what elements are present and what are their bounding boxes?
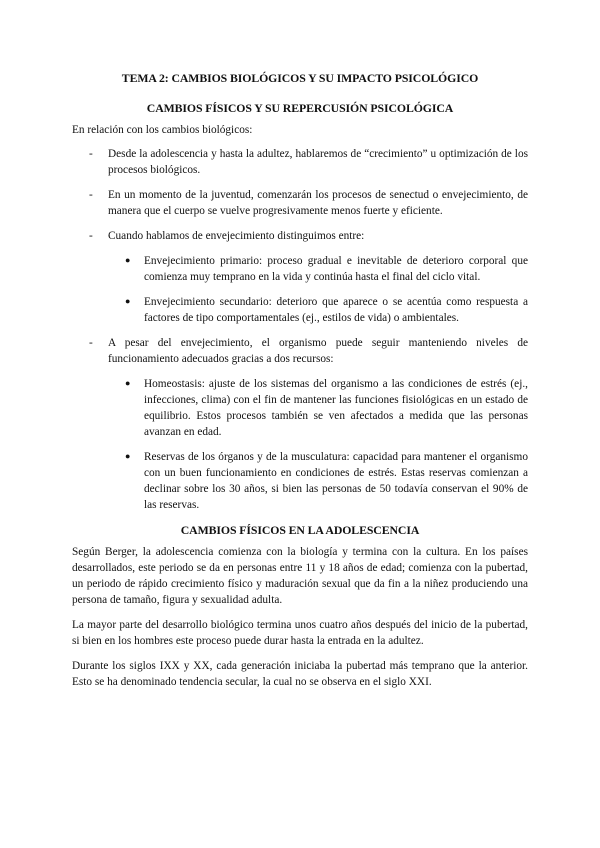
dash-marker: - xyxy=(89,337,93,349)
sub-list-item xyxy=(108,376,528,440)
document-title: TEMA 2: CAMBIOS BIOLÓGICOS Y SU IMPACTO PSICOLÓGICO xyxy=(121,71,479,85)
sub-list-item xyxy=(108,294,528,326)
sub-list-item xyxy=(108,449,528,513)
bullet-dot-icon: ● xyxy=(125,296,131,306)
sub-list-item-text: Envejecimiento secundario: deterioro que aparece o se acentúa como respuesta a factores de tipo comportamentales (ej., estilos de vida) o ambientales. xyxy=(144,296,528,324)
list-item xyxy=(72,335,528,513)
resources-list xyxy=(108,376,528,513)
sub-list-item xyxy=(108,253,528,285)
dash-marker: - xyxy=(89,189,93,201)
bullet-dot-icon: ● xyxy=(125,378,131,388)
aging-types-list xyxy=(108,253,528,326)
section-heading-physical-changes: CAMBIOS FÍSICOS Y SU REPERCUSIÓN PSICOLÓGICA xyxy=(146,101,454,115)
section-heading-adolescence: CAMBIOS FÍSICOS EN LA ADOLESCENCIA xyxy=(180,523,420,537)
sub-list-item-text: Envejecimiento primario: proceso gradual e inevitable de deterioro corporal que comienza muy temprano en la vida y continúa hasta el final del ciclo vital. xyxy=(144,255,528,283)
main-list xyxy=(72,146,528,513)
sub-list-item-text: Reservas de los órganos y de la musculatura: capacidad para mantener el organismo con un buen funcionamiento en condiciones de estrés. Estas reservas comienzan a declinar sobre los 30 años, si bien las personas de 50 todavía conservan el 90% de las reservas. xyxy=(144,451,528,511)
list-item-text: Desde la adolescencia y hasta la adultez, hablaremos de “crecimiento” u optimización de los procesos biológicos. xyxy=(108,148,528,176)
dash-marker: - xyxy=(89,148,93,160)
list-item xyxy=(72,228,528,326)
list-item xyxy=(72,146,528,178)
paragraph: Durante los siglos IXX y XX, cada generación iniciaba la pubertad más temprano que la anterior. Esto se ha denominado tendencia secular, la cual no se observa en el siglo XXI. xyxy=(72,660,528,688)
intro-text: En relación con los cambios biológicos: xyxy=(72,124,253,136)
bullet-dot-icon: ● xyxy=(125,451,131,461)
list-item-text: En un momento de la juventud, comenzarán los procesos de senectud o envejecimiento, de manera que el cuerpo se vuelve progresivamente menos fuerte y eficiente. xyxy=(108,189,528,217)
list-item-text: A pesar del envejecimiento, el organismo puede seguir manteniendo niveles de funcionamiento adecuados gracias a dos recursos: xyxy=(108,337,528,365)
paragraph: La mayor parte del desarrollo biológico termina unos cuatro años después del inicio de la pubertad, si bien en los hombres este proceso puede durar hasta la entrada en la adultez. xyxy=(72,619,528,647)
sub-list-item-text: Homeostasis: ajuste de los sistemas del organismo a las condiciones de estrés (ej., infecciones, clima) con el fin de mantener las funciones fisiológicas en un estado de equilibrio. Estos procesos también se ven afectados a medida que las personas avanzan en edad. xyxy=(144,378,528,438)
list-item-text: Cuando hablamos de envejecimiento distinguimos entre: xyxy=(108,230,365,242)
list-item xyxy=(72,187,528,219)
dash-marker: - xyxy=(89,230,93,242)
bullet-dot-icon: ● xyxy=(125,255,131,265)
paragraph: Según Berger, la adolescencia comienza con la biología y termina con la cultura. En los países desarrollados, este periodo se da en personas entre 11 y 18 años de edad; comienza con la pubertad, un periodo de rápido crecimiento físico y maduración sexual que da fin a la niñez produciendo una persona de tamaño, figura y sexualidad adulta. xyxy=(72,546,528,606)
